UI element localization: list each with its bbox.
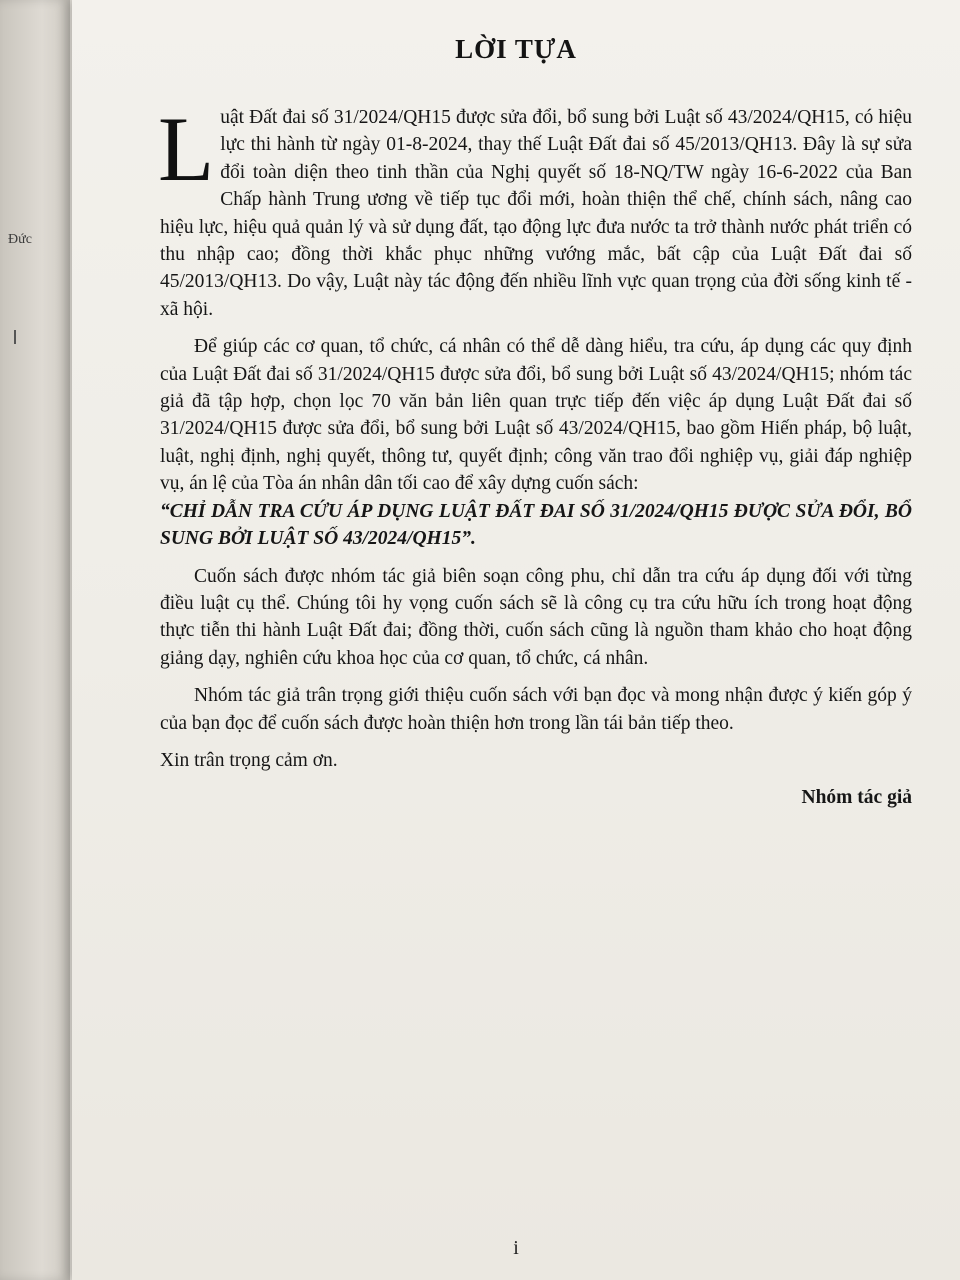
page-title: LỜI TỰA [455,34,577,64]
left-page-edge [0,0,70,1280]
paragraph-3: Cuốn sách được nhóm tác giả biên soạn công phu, chỉ dẫn tra cứu áp dụng đối với từng điều luật cụ thể. Chúng tôi hy vọng cuốn sách sẽ là công cụ tra cứu hữu ích trong hoạt động thực tiễn thi hành Luật Đất đai; đồng thời, cuốn sách cũng là nguồn tham khảo cho hoạt động giảng dạy, nghiên cứu khoa học của cơ quan, tổ chức, cá nhân. [160,565,912,669]
left-page-fragment: Đức [8,232,32,247]
drop-cap: L [158,98,215,200]
book-page [72,0,960,1280]
paragraph-2 [160,333,912,552]
left-page-mark [14,330,16,344]
paragraph-4: Nhóm tác giả trân trọng giới thiệu cuốn sách với bạn đọc và mong nhận được ý kiến góp ý của bạn đọc để cuốn sách được hoàn thiện hơn trong lần tái bản tiếp theo. [160,685,912,734]
preface-body [158,98,912,822]
signature: Nhóm tác giả [801,787,912,809]
page-number: i [513,1237,519,1259]
book-title: “CHỈ DẪN TRA CỨU ÁP DỤNG LUẬT ĐẤT ĐAI SỐ 31/2024/QH15 ĐƯỢC SỬA ĐỔI, BỔ SUNG BỞI LUẬT SỐ 43/2024/QH15”. [160,500,912,550]
thanks-line: Xin trân trọng cảm ơn. [160,749,338,771]
paragraph-2-text: Để giúp các cơ quan, tổ chức, cá nhân có thể dễ dàng hiểu, tra cứu, áp dụng các quy định của Luật Đất đai số 31/2024/QH15 được sửa đổi, bổ sung bởi Luật số 43/2024/QH15; nhóm tác giả đã tập hợp, chọn lọc 70 văn bản liên quan trực tiếp đến việc áp dụng Luật Đất đai số 31/2024/QH15 được sửa đổi, bổ sung bởi Luật số 43/2024/QH15, bao gồm Hiến pháp, bộ luật, luật, nghị định, nghị quyết, thông tư, quyết định; công văn trao đổi nghiệp vụ, giải đáp nghiệp vụ, án lệ của Tòa án nhân dân tối cao để xây dựng cuốn sách: [160,336,912,495]
paragraph-1 [158,98,912,323]
paragraph-1-text: uật Đất đai số 31/2024/QH15 được sửa đổi, bổ sung bởi Luật số 43/2024/QH15, có hiệu lực thi hành từ ngày 01-8-2024, thay thế Luật Đất đai số 45/2013/QH13. Đây là sự sửa đổi toàn diện theo tinh thần của Nghị quyết số 18-NQ/TW ngày 16-6-2022 của Ban Chấp hành Trung ương về tiếp tục đổi mới, hoàn thiện thể chế, chính sách, nâng cao hiệu lực, hiệu quả quản lý và sử dụng đất, tạo động lực đưa nước ta trở thành nước phát triển có thu nhập cao; đồng thời khắc phục những vướng mắc, bất cập của Luật Đất đai số 45/2013/QH13. Do vậy, Luật này tác động đến nhiều lĩnh vực quan trọng của đời sống kinh tế - xã hội. [160,107,912,320]
